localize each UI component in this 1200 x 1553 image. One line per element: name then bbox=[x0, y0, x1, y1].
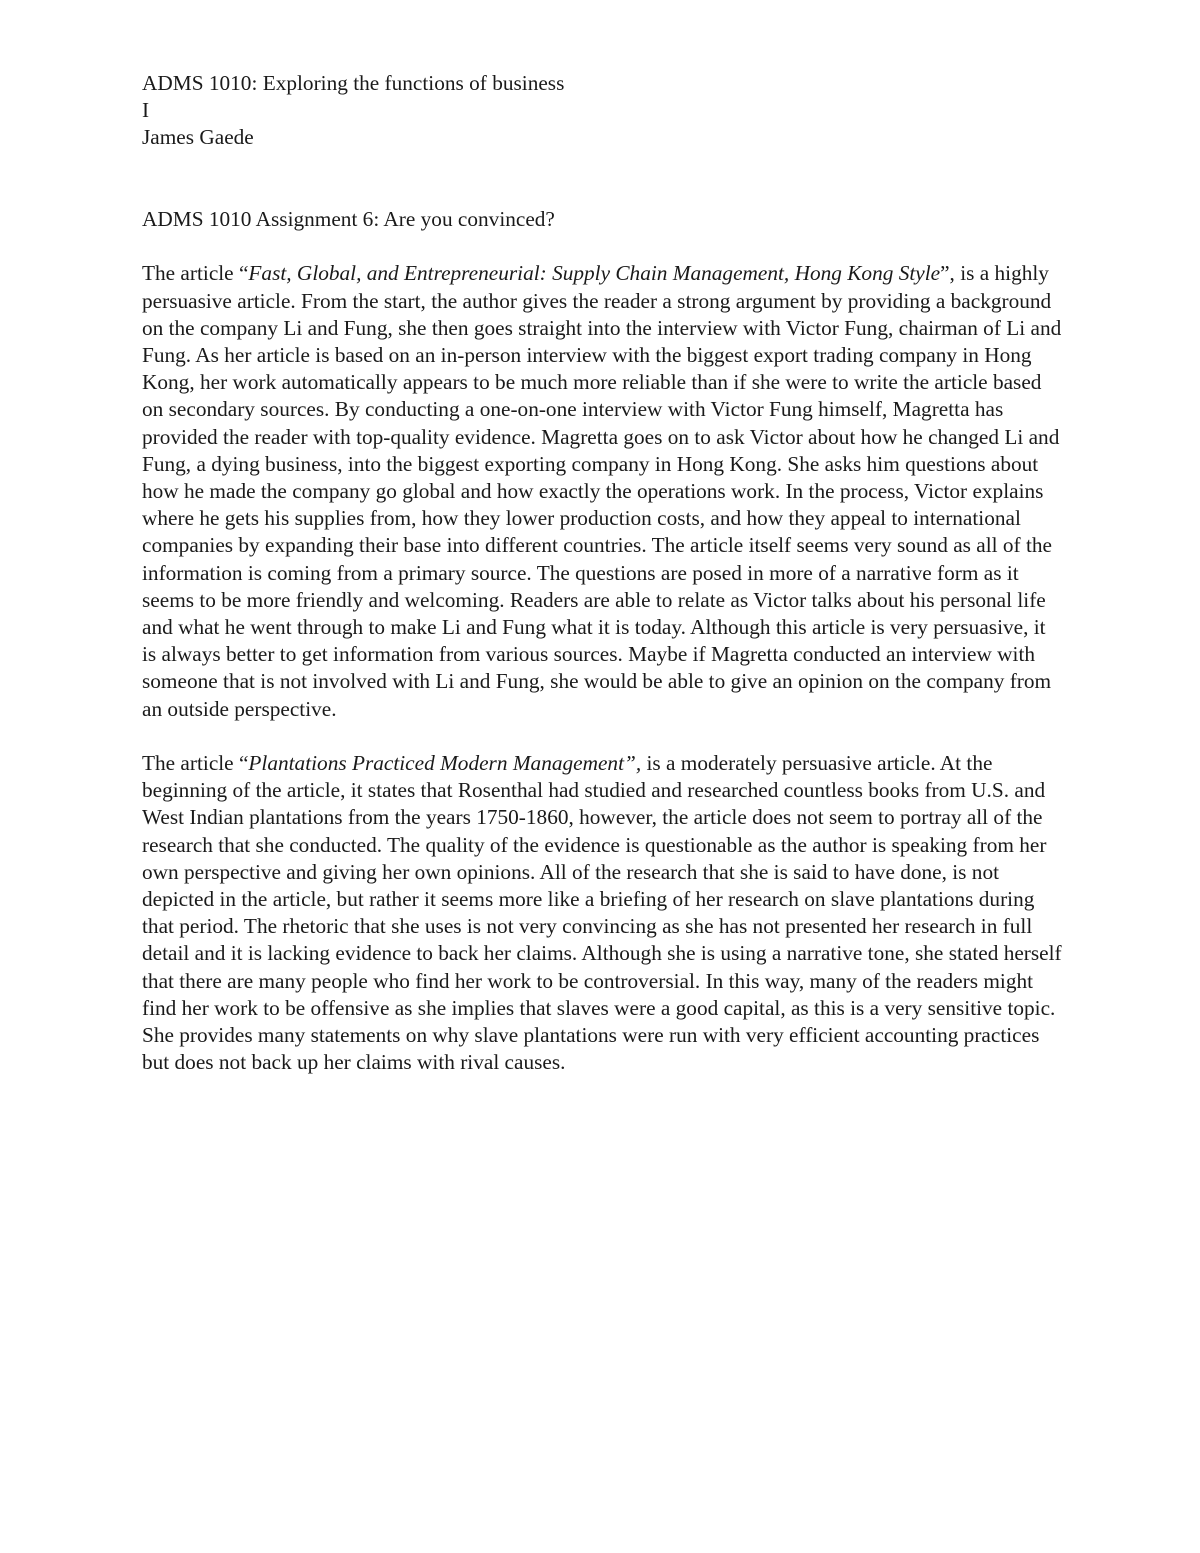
paragraph-lead: The article “ bbox=[142, 261, 249, 286]
paragraph-lead: The article “ bbox=[142, 751, 249, 776]
section-label: I bbox=[142, 98, 150, 123]
paragraph-gap bbox=[142, 723, 1062, 750]
paragraph-body: is a moderately persuasive article. At the beginning of the article, it states that Rosenthal had studied and researched countless books from U.S. and West Indian plantations from the years 1750-1860, however, the article does not seem to portray all of the research that she conducted. The quality of the evidence is questionable as the author is speaking from her own perspective and giving her own opinions. All of the research that she is said to have done, is not depicted in the article, but rather it seems more like a briefing of her research on slave plantations during that period. The rhetoric that she uses is not very convincing as she has not presented her research in full detail and it is lacking evidence to back her claims. Although she is using a narrative tone, she stated herself that there are many people who find her work to be controversial. In this way, many of the readers might find her work to be offensive as she implies that slaves were a good capital, as this is a very sensitive topic. She provides many statements on why slave plantations were run with very efficient accounting practices but does not back up her claims with rival causes. bbox=[142, 751, 1062, 1075]
spacer bbox=[142, 233, 1062, 260]
paragraph-body: ”, is a highly persuasive article. From the start, the author gives the reader a strong argument by providing a background on the company Li and Fung, she then goes straight into the interview with Victor Fung, chairman of Li and Fung. As her article is based on an in-person interview with the biggest export trading company in Hong Kong, her work automatically appears to be much more reliable than if she were to write the article based on secondary sources. By conducting a one-on-one interview with Victor Fung himself, Magretta has provided the reader with top-quality evidence. Magretta goes on to ask Victor about how he changed Li and Fung, a dying business, into the biggest exporting company in Hong Kong. She asks him questions about how he made the company go global and how exactly the operations work. In the process, Victor explains where he gets his supplies from, how they lower production costs, and how they appeal to international companies by expanding their base into different countries. The article itself seems very sound as all of the information is coming from a primary source. The questions are posed in more of a narrative form as it seems to be more friendly and welcoming. Readers are able to relate as Victor talks about his personal life and what he went through to make Li and Fung what it is today. Although this article is very persuasive, it is always better to get information from various sources. Maybe if Magretta conducted an interview with someone that is not involved with Li and Fung, she would be able to give an opinion on the company from an outside perspective. bbox=[142, 261, 1062, 721]
course-title: ADMS 1010: Exploring the functions of business bbox=[142, 71, 565, 95]
article-title-italic: Fast, Global, and Entrepreneurial: Supply Chain Management, Hong Kong Style bbox=[248, 261, 941, 286]
article-title-italic: Plantations Practiced Modern Management”, bbox=[248, 751, 642, 776]
paragraph-plantations bbox=[142, 750, 1062, 1076]
author-name: James Gaede bbox=[142, 125, 254, 150]
paragraph-supply-chain bbox=[142, 260, 1062, 722]
assignment-title: ADMS 1010 Assignment 6: Are you convinced? bbox=[142, 207, 555, 231]
spacer bbox=[142, 152, 1062, 206]
document-page bbox=[142, 70, 1062, 1076]
